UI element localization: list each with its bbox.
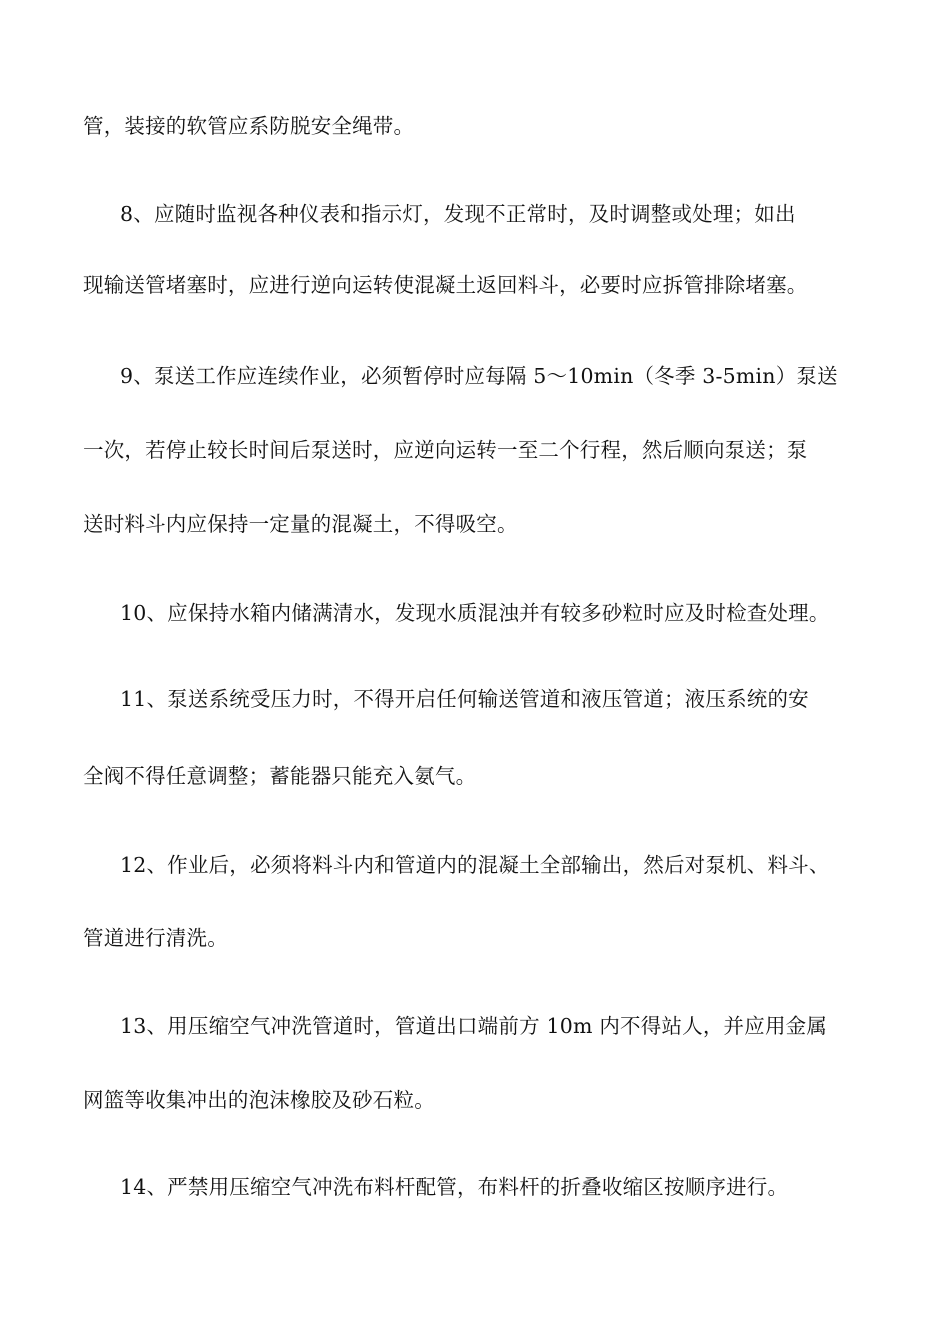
text-line-8: 11、泵送系统受压力时，不得开启任何输送管道和液压管道；液压系统的安 — [120, 687, 809, 711]
text-line-5: 一次，若停止较长时间后泵送时，应逆向运转一至二个行程，然后顺向泵送；泵 — [83, 438, 808, 462]
text-line-1: 管，装接的软管应系防脱安全绳带。 — [83, 114, 415, 138]
text-line-12: 13、用压缩空气冲洗管道时，管道出口端前方 10m 内不得站人，并应用金属 — [120, 1014, 828, 1038]
text-line-13: 网篮等收集冲出的泡沫橡胶及砂石粒。 — [83, 1088, 435, 1112]
text-line-10: 12、作业后，必须将料斗内和管道内的混凝土全部输出，然后对泵机、料斗、 — [120, 853, 830, 877]
text-line-9: 全阀不得任意调整；蓄能器只能充入氨气。 — [83, 764, 477, 788]
text-line-7: 10、应保持水箱内储满清水，发现水质混浊并有较多砂粒时应及时检查处理。 — [120, 601, 830, 625]
text-line-6: 送时料斗内应保持一定量的混凝土，不得吸空。 — [83, 512, 518, 536]
text-line-4: 9、泵送工作应连续作业，必须暂停时应每隔 5～10min（冬季 3-5min）泵送 — [120, 364, 838, 388]
text-line-2: 8、应随时监视各种仪表和指示灯，发现不正常时，及时调整或处理；如出 — [120, 202, 796, 226]
text-line-14: 14、严禁用压缩空气冲洗布料杆配管，布料杆的折叠收缩区按顺序进行。 — [120, 1175, 789, 1199]
text-line-11: 管道进行清洗。 — [83, 926, 228, 950]
text-line-3: 现输送管堵塞时，应进行逆向运转使混凝土返回料斗，必要时应拆管排除堵塞。 — [83, 273, 808, 297]
